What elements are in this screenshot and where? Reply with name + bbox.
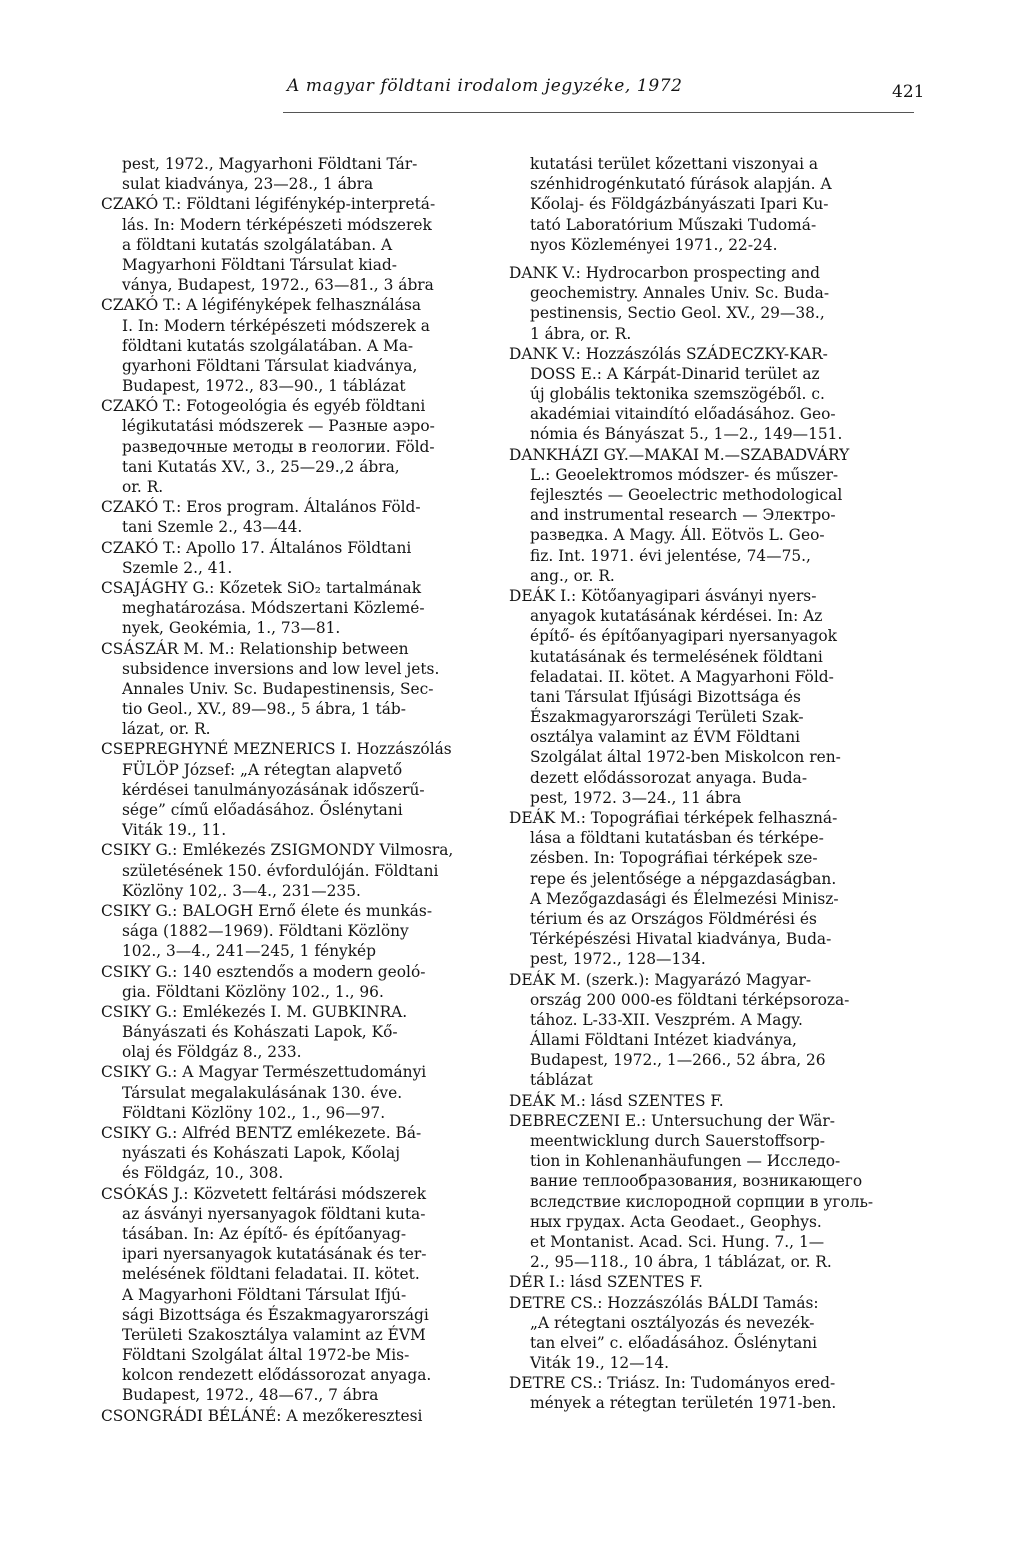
entry-continuation-line: Földtani Közlöny 102., 1., 96—97. [122,1103,386,1122]
entry-continuation-line: 102., 3—4., 241—245, 1 fénykép [122,942,377,961]
running-title: A magyar földtani irodalom jegyzéke, 1972 [287,76,683,96]
entry-first-line: DANK V.: Hydrocarbon prospecting and [509,263,821,282]
entry-continuation-line: kérdései tanulmányozásának időszerű- [122,780,425,799]
entry-continuation-line: Szolgálat által 1972-ben Miskolcon ren- [530,748,841,767]
entry-continuation-line: sága (1882—1969). Földtani Közlöny [122,922,409,941]
page-number: 421 [892,82,925,102]
entry-continuation-line: Kőolaj- és Földgázbányászati Ipari Ku- [530,195,829,214]
entry-continuation-line: tani Társulat Ifjúsági Bizottsága és [530,687,801,706]
entry-continuation-line: sége” című előadásához. Őslénytani [122,801,403,819]
entry-first-line: DEÁK M.: lásd SZENTES F. [509,1091,724,1110]
entry-continuation-line: Annales Univ. Sc. Budapestinensis, Sec- [122,679,434,698]
entry-first-line: CSIKY G.: Emlékezés ZSIGMONDY Vilmosra, [101,841,454,860]
entry-continuation-line: or. R. [122,478,164,496]
entry-first-line: DETRE CS.: Triász. In: Tudományos ered- [509,1374,836,1393]
entry-continuation-line: fejlesztés — Geoelectric methodological [530,486,843,504]
entry-continuation-line: dezett elődássorozat anyaga. Buda- [530,768,808,787]
entry-continuation-line: mények a rétegtan területén 1971-ben. [530,1394,837,1413]
entry-continuation-line: разведка. A Magy. Áll. Eötvös L. Geo- [530,526,825,545]
entry-continuation-line: nyos Közleményei 1971., 22-24. [530,235,778,254]
entry-continuation-line: Térképészési Hivatal kiadványa, Buda- [530,930,832,949]
entry-continuation-line: osztálya valamint az ÉVM Földtani [530,728,801,747]
entry-continuation-line: feladatai. II. kötet. A Magyarhoni Föld- [530,667,834,686]
entry-first-line: CSIKY G.: A Magyar Természettudományi [101,1063,427,1082]
entry-first-line: DANKHÁZI GY.—MAKAI M.—SZABADVÁRY [509,445,850,464]
entry-continuation-line: ang., or. R. [530,566,615,585]
entry-first-line: CZAKÓ T.: Eros program. Általános Föld- [101,498,421,517]
entry-first-line: CSONGRÁDI BÉLÁNÉ: A mezőkeresztesi [101,1406,423,1425]
entry-continuation-line: pest, 1972., Magyarhoni Földtani Tár- [122,155,418,173]
entry-continuation-line: az ásványi nyersanyagok földtani kuta- [122,1204,426,1223]
entry-continuation-line: L.: Geoelektromos módszer- és műszer- [530,465,839,484]
running-header [0,74,1024,114]
entry-continuation-line: and instrumental research — Электро- [530,506,836,525]
entry-first-line: CZAKÓ T.: Fotogeológia és egyéb földtani [101,397,426,416]
left-column [101,154,513,1426]
entry-continuation-line: A Magyarhoni Földtani Társulat Ifjú- [122,1285,407,1304]
entry-continuation-line: Szemle 2., 41. [122,558,233,577]
entry-continuation-line: Budapest, 1972., 1—266., 52 ábra, 26 [530,1051,826,1070]
entry-continuation-line: sági Bizottsága és Északmagyarországi [122,1305,429,1324]
entry-continuation-line: Területi Szakosztálya valamint az ÉVM [122,1325,426,1344]
entry-continuation-line: sulat kiadványa, 23—28., 1 ábra [122,175,374,194]
entry-continuation-line: tató Laboratórium Műszaki Tudomá- [530,215,817,234]
entry-continuation-line: lázat, or. R. [122,720,211,739]
entry-continuation-line: nyek, Geokémia, 1., 73—81. [122,619,341,638]
entry-first-line: CSÁSZÁR M. M.: Relationship between [101,639,409,658]
entry-continuation-line: a földtani kutatás szolgálatában. A [122,235,393,254]
entry-continuation-line: zésben. In: Topográfiai térképek sze- [530,849,818,868]
entry-first-line: DEBRECZENI E.: Untersuchung der Wär- [509,1111,835,1130]
entry-continuation-line: anyagok kutatásának kérdései. In: Az [530,607,823,626]
entry-continuation-line: nómia és Bányászat 5., 1—2., 149—151. [530,425,843,444]
entry-continuation-line: kutatásának és termelésének földtani [530,647,823,666]
entry-continuation-line: Bányászati és Kohászati Lapok, Kő- [122,1023,398,1042]
entry-first-line: DANK V.: Hozzászólás SZÁDECZKY-KAR- [509,344,828,363]
entry-first-line: CZAKÓ T.: Apollo 17. Általános Földtani [101,538,412,557]
entry-continuation-line: szénhidrogénkutató fúrások alapján. A [530,175,832,194]
entry-continuation-line: új globális tektonika szemszögéből. c. [530,385,825,404]
entry-first-line: DETRE CS.: Hozzászólás BÁLDI Tamás: [509,1293,819,1312]
entry-continuation-line: „A rétegtani osztályozás és nevezék- [530,1313,815,1332]
entry-continuation-line: ipari nyersanyagok kutatásának és ter- [122,1245,427,1264]
entry-continuation-line: Földtani Szolgálat által 1972-be Mis- [122,1346,410,1365]
entry-continuation-line: légikutatási módszerek — Разные аэро- [122,417,435,436]
entry-continuation-line: és Földgáz, 10., 308. [122,1164,284,1183]
entry-continuation-line: Budapest, 1972., 48—67., 7 ábra [122,1386,379,1405]
entry-continuation-line: Állami Földtani Intézet kiadványa, [530,1031,797,1050]
entry-first-line: CSÓKÁS J.: Közvetett feltárási módszerek [101,1184,427,1203]
entry-first-line: CSIKY G.: Emlékezés I. M. GUBKINRA. [101,1002,408,1021]
entry-continuation-line: tani Kutatás XV., 3., 25—29.,2 ábra, [122,457,400,476]
entry-continuation-line: olaj és Földgáz 8., 233. [122,1043,302,1062]
entry-continuation-line: földtani kutatás szolgálatában. A Ma- [122,336,414,355]
entry-continuation-line: разведочные методы в геологии. Föld- [122,437,435,456]
entry-continuation-line: I. In: Modern térképészeti módszerek a [122,316,430,335]
entry-continuation-line: kolcon rendezett elődássorozat anyaga. [122,1366,432,1385]
entry-continuation-line: geochemistry. Annales Univ. Sc. Buda- [530,284,830,303]
entry-continuation-line: tio Geol., XV., 89—98., 5 ábra, 1 táb- [122,700,406,719]
entry-continuation-line: ных грудах. Acta Geodaet., Geophys. [530,1212,822,1231]
entry-continuation-line: gyarhoni Földtani Társulat kiadványa, [122,356,418,375]
entry-continuation-line: nyászati és Kohászati Lapok, Kőolaj [122,1144,401,1163]
entry-continuation-line: tion in Kohlenanhäufungen — Исследо- [530,1152,841,1171]
entry-continuation-line: születésének 150. évfordulóján. Földtani [122,861,439,880]
entry-continuation-line: Budapest, 1972., 83—90., 1 táblázat [122,377,406,396]
entry-continuation-line: FÜLÖP József: „A rétegtan alapvető [122,760,403,779]
entry-continuation-line: táblázat [530,1071,593,1090]
entry-continuation-line: Közlöny 102,. 3—4., 231—235. [122,881,361,900]
entry-continuation-line: pestinensis, Sectio Geol. XV., 29—38., [530,304,825,323]
entry-continuation-line: fiz. Int. 1971. évi jelentése, 74—75., [530,546,811,565]
entry-continuation-line: melésének földtani feladatai. II. kötet. [122,1265,420,1284]
entry-continuation-line: Viták 19., 11. [122,821,227,840]
entry-continuation-line: gia. Földtani Közlöny 102., 1., 96. [122,982,384,1001]
entry-continuation-line: repe és jelentősége a népgazdaságban. [530,869,837,888]
entry-continuation-line: Magyarhoni Földtani Társulat kiad- [122,255,397,274]
entry-first-line: DEÁK M.: Topográfiai térképek felhaszná- [509,809,838,827]
entry-continuation-line: tani Szemle 2., 43—44. [122,518,303,537]
entry-continuation-line: térium és az Országos Földmérési és [530,909,817,928]
entry-continuation-line: вание теплообразования, возникающего [530,1172,863,1191]
entry-first-line: DEÁK I.: Kötőanyagipari ásványi nyers- [509,586,817,605]
entry-continuation-line: pest, 1972., 128—134. [530,950,706,969]
entry-continuation-line: A Mezőgazdasági és Élelmezési Minisz- [530,889,839,908]
entry-continuation-line: akadémiai vitaindító előadásához. Geo- [530,405,836,424]
entry-continuation-line: meentwicklung durch Sauerstoffsorp- [530,1132,825,1150]
right-column [509,154,917,1414]
entry-continuation-line: lása a földtani kutatásban és térképe- [530,829,824,848]
entry-continuation-line: вследствие кислородной сорпции в уголь- [530,1192,874,1211]
entry-continuation-line: építő- és építőanyagipari nyersanyagok [530,627,837,646]
entry-first-line: CSIKY G.: 140 esztendős a modern geoló- [101,962,426,981]
entry-first-line: CSIKY G.: BALOGH Ernő élete és munkás- [101,901,433,920]
entry-continuation-line: ország 200 000-es földtani térképsoroza- [530,990,850,1009]
entry-continuation-line: ványa, Budapest, 1972., 63—81., 3 ábra [122,276,434,295]
entry-continuation-line: et Montanist. Acad. Sci. Hung. 7., 1— [530,1232,825,1251]
entry-continuation-line: lás. In: Modern térképészeti módszerek [122,215,432,234]
entry-first-line: CSAJÁGHY G.: Kőzetek SiO₂ tartalmának [101,578,422,597]
entry-continuation-line: Északmagyarországi Területi Szak- [530,708,804,727]
entry-continuation-line: DOSS E.: A Kárpát-Dinarid terület az [530,364,820,383]
entry-continuation-line: subsidence inversions and low level jets. [122,659,440,678]
entry-continuation-line: Viták 19., 12—14. [530,1354,670,1373]
entry-first-line: DÉR I.: lásd SZENTES F. [509,1273,703,1292]
header-rule [283,112,914,113]
entry-continuation-line: tásában. In: Az építő- és építőanyag- [122,1224,407,1243]
entry-first-line: CZAKÓ T.: A légifényképek felhasználása [101,296,422,315]
entry-continuation-line: Társulat megalakulásának 130. éve. [122,1083,403,1102]
entry-continuation-line: kutatási terület kőzettani viszonyai a [530,155,819,173]
entry-continuation-line: tához. L-33-XII. Veszprém. A Magy. [530,1010,803,1029]
entry-first-line: CZAKÓ T.: Földtani légifénykép-interpretá- [101,195,436,214]
entry-continuation-line: 2., 95—118., 10 ábra, 1 táblázat, or. R. [530,1253,832,1272]
entry-continuation-line: pest, 1972. 3—24., 11 ábra [530,788,742,807]
entry-continuation-line: 1 ábra, or. R. [530,324,632,343]
entry-continuation-line: meghatározása. Módszertani Közlemé- [122,599,425,618]
entry-first-line: DEÁK M. (szerk.): Magyarázó Magyar- [509,970,812,989]
entry-first-line: CSIKY G.: Alfréd BENTZ emlékezete. Bá- [101,1124,422,1142]
entry-first-line: CSEPREGHYNÉ MEZNERICS I. Hozzászólás [101,740,452,759]
entry-continuation-line: tan elvei” c. előadásához. Őslénytani [530,1333,818,1352]
